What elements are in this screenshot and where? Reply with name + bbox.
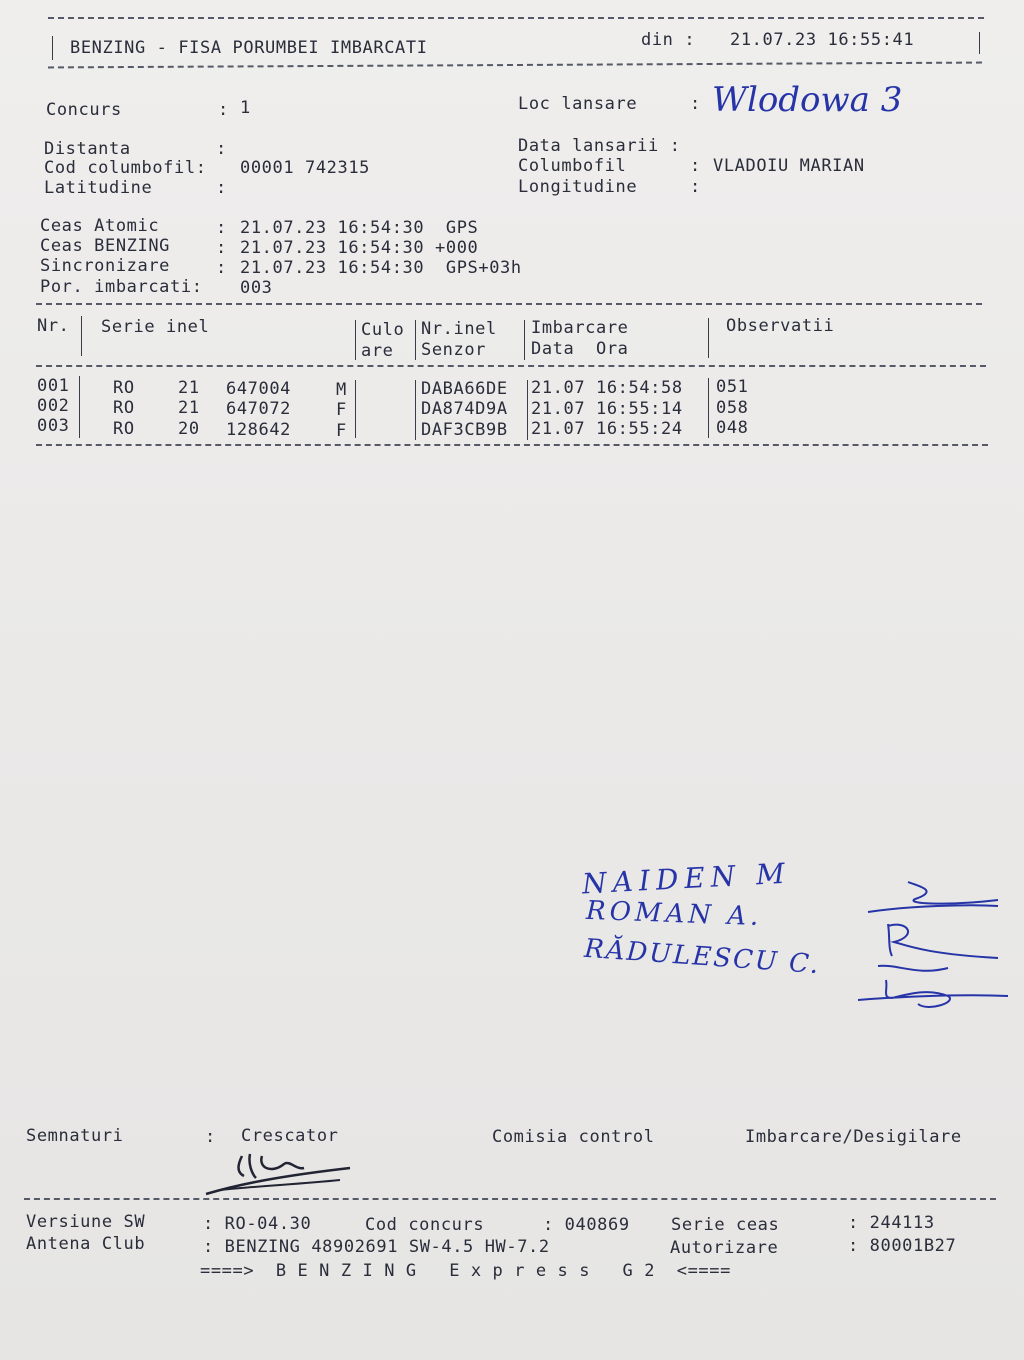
longitudine-label: Longitudine bbox=[518, 177, 638, 197]
benzing-express-banner: ====> B E N Z I N G E x p r e s s G 2 <==== bbox=[200, 1261, 731, 1281]
col-sep-1 bbox=[81, 316, 82, 356]
handwritten-name-3: RĂDULESCU C. bbox=[583, 933, 822, 981]
divider-table-bottom bbox=[36, 444, 988, 446]
row-datetime: 21.07 16:55:24 bbox=[531, 419, 683, 439]
col-header-culoare-2: are bbox=[361, 341, 394, 361]
document-title: BENZING - FISA PORUMBEI IMBARCATI bbox=[70, 38, 428, 58]
loc-lansare-colon: : bbox=[690, 94, 701, 114]
row-ring: 128642 bbox=[226, 420, 292, 440]
autorizare-value: : 80001B27 bbox=[848, 1236, 957, 1256]
antena-club-value: : BENZING 48902691 SW-4.5 HW-7.2 bbox=[203, 1237, 550, 1257]
header-left-bar bbox=[52, 36, 53, 60]
col-header-imbarcare-2: Data Ora bbox=[531, 339, 629, 359]
row-sep-4 bbox=[527, 380, 528, 440]
ceas-benzing-label: Ceas BENZING bbox=[40, 236, 171, 256]
row-obs: 051 bbox=[716, 377, 749, 397]
print-date-label: din : bbox=[641, 30, 696, 50]
row-year: 21 bbox=[178, 398, 200, 418]
row-datetime: 21.07 16:54:58 bbox=[531, 378, 683, 398]
row-obs: 048 bbox=[716, 418, 749, 438]
columbofil-colon: : bbox=[690, 156, 701, 176]
col-header-nr: Nr. bbox=[37, 316, 70, 336]
versiune-sw-value: : RO-04.30 bbox=[203, 1214, 312, 1234]
row-sensor: DAF3CB9B bbox=[421, 420, 508, 440]
col-header-nrinel-1: Nr.inel bbox=[421, 319, 497, 339]
col-sep-4 bbox=[524, 320, 525, 360]
ceas-benzing-colon: : bbox=[216, 238, 227, 258]
signatures-label: Semnaturi bbox=[26, 1126, 124, 1146]
row-country: RO bbox=[113, 419, 135, 439]
row-sep-5 bbox=[708, 378, 709, 438]
header-right-bar bbox=[979, 32, 980, 54]
row-sex: F bbox=[336, 400, 347, 420]
commission-signatures-scribble bbox=[848, 876, 1008, 1016]
row-year: 21 bbox=[178, 378, 200, 398]
row-sep-1 bbox=[79, 376, 80, 438]
sincronizare-label: Sincronizare bbox=[40, 256, 171, 276]
divider-header-bottom bbox=[48, 62, 982, 69]
signatures-colon: : bbox=[205, 1127, 216, 1147]
row-sex: M bbox=[336, 380, 347, 400]
row-sep-3 bbox=[415, 380, 416, 440]
handwritten-name-2: ROMAN A. bbox=[585, 895, 763, 933]
ceas-atomic-value: 21.07.23 16:54:30 GPS bbox=[240, 218, 479, 238]
col-sep-2 bbox=[355, 320, 356, 360]
ceas-benzing-value: 21.07.23 16:54:30 +000 bbox=[240, 238, 479, 258]
row-sep-2 bbox=[355, 380, 356, 438]
versiune-sw-label: Versiune SW bbox=[26, 1212, 146, 1232]
data-lansarii-label: Data lansarii : bbox=[518, 136, 681, 156]
divider-table-header bbox=[36, 365, 986, 367]
cod-columbofil-label: Cod columbofil: bbox=[44, 158, 207, 178]
sincronizare-colon: : bbox=[216, 258, 227, 278]
row-sex: F bbox=[336, 421, 347, 441]
breeder-signature-scribble bbox=[200, 1150, 360, 1200]
signature-crescator-label: Crescator bbox=[241, 1126, 339, 1146]
antena-club-label: Antena Club bbox=[26, 1234, 146, 1254]
row-ring: 647004 bbox=[226, 379, 292, 399]
print-date-value: 21.07.23 16:55:41 bbox=[730, 30, 915, 50]
row-ring: 647072 bbox=[226, 399, 292, 419]
por-imbarcati-label: Por. imbarcati: bbox=[40, 277, 203, 297]
serie-ceas-label: Serie ceas bbox=[671, 1215, 780, 1235]
concurs-label: Concurs bbox=[46, 100, 122, 120]
col-sep-5 bbox=[708, 318, 709, 358]
col-sep-3 bbox=[415, 320, 416, 360]
row-nr: 002 bbox=[37, 396, 70, 416]
handwritten-name-1: NAIDEN M bbox=[581, 856, 792, 901]
row-nr: 001 bbox=[37, 376, 70, 396]
concurs-colon: : bbox=[218, 100, 229, 120]
divider-top bbox=[48, 17, 984, 19]
row-country: RO bbox=[113, 398, 135, 418]
row-nr: 003 bbox=[37, 416, 70, 436]
row-datetime: 21.07 16:55:14 bbox=[531, 399, 683, 419]
por-imbarcati-value: 003 bbox=[240, 278, 273, 298]
autorizare-label: Autorizare bbox=[670, 1238, 779, 1258]
loc-lansare-handwritten: Wlodowa 3 bbox=[712, 80, 903, 120]
col-header-observatii: Observatii bbox=[726, 316, 835, 336]
divider-footer bbox=[24, 1198, 996, 1200]
row-sensor: DABA66DE bbox=[421, 379, 508, 399]
distanta-colon: : bbox=[216, 139, 227, 159]
columbofil-label: Columbofil bbox=[518, 156, 627, 176]
ceas-atomic-colon: : bbox=[216, 218, 227, 238]
cod-concurs-value: : 040869 bbox=[543, 1215, 630, 1235]
loc-lansare-label: Loc lansare bbox=[518, 94, 638, 114]
cod-columbofil-value: 00001 742315 bbox=[240, 158, 371, 178]
col-header-imbarcare-1: Imbarcare bbox=[531, 318, 629, 338]
longitudine-colon: : bbox=[690, 177, 701, 197]
serie-ceas-value: : 244113 bbox=[848, 1213, 935, 1233]
col-header-serie: Serie inel bbox=[101, 317, 210, 337]
concurs-value: 1 bbox=[240, 98, 251, 118]
row-sensor: DA874D9A bbox=[421, 399, 508, 419]
cod-concurs-label: Cod concurs bbox=[365, 1215, 485, 1235]
row-year: 20 bbox=[178, 419, 200, 439]
col-header-culoare-1: Culo bbox=[361, 320, 405, 340]
row-obs: 058 bbox=[716, 398, 749, 418]
col-header-nrinel-2: Senzor bbox=[421, 340, 487, 360]
signature-comisia-label: Comisia control bbox=[492, 1127, 655, 1147]
signature-imbarcare-label: Imbarcare/Desigilare bbox=[745, 1127, 962, 1147]
latitudine-label: Latitudine bbox=[44, 178, 153, 198]
ceas-atomic-label: Ceas Atomic bbox=[40, 216, 160, 236]
distanta-label: Distanta bbox=[44, 139, 131, 159]
sincronizare-value: 21.07.23 16:54:30 GPS+03h bbox=[240, 258, 522, 278]
divider-table-top bbox=[36, 303, 982, 305]
latitudine-colon: : bbox=[216, 178, 227, 198]
columbofil-value: VLADOIU MARIAN bbox=[713, 156, 865, 176]
row-country: RO bbox=[113, 378, 135, 398]
